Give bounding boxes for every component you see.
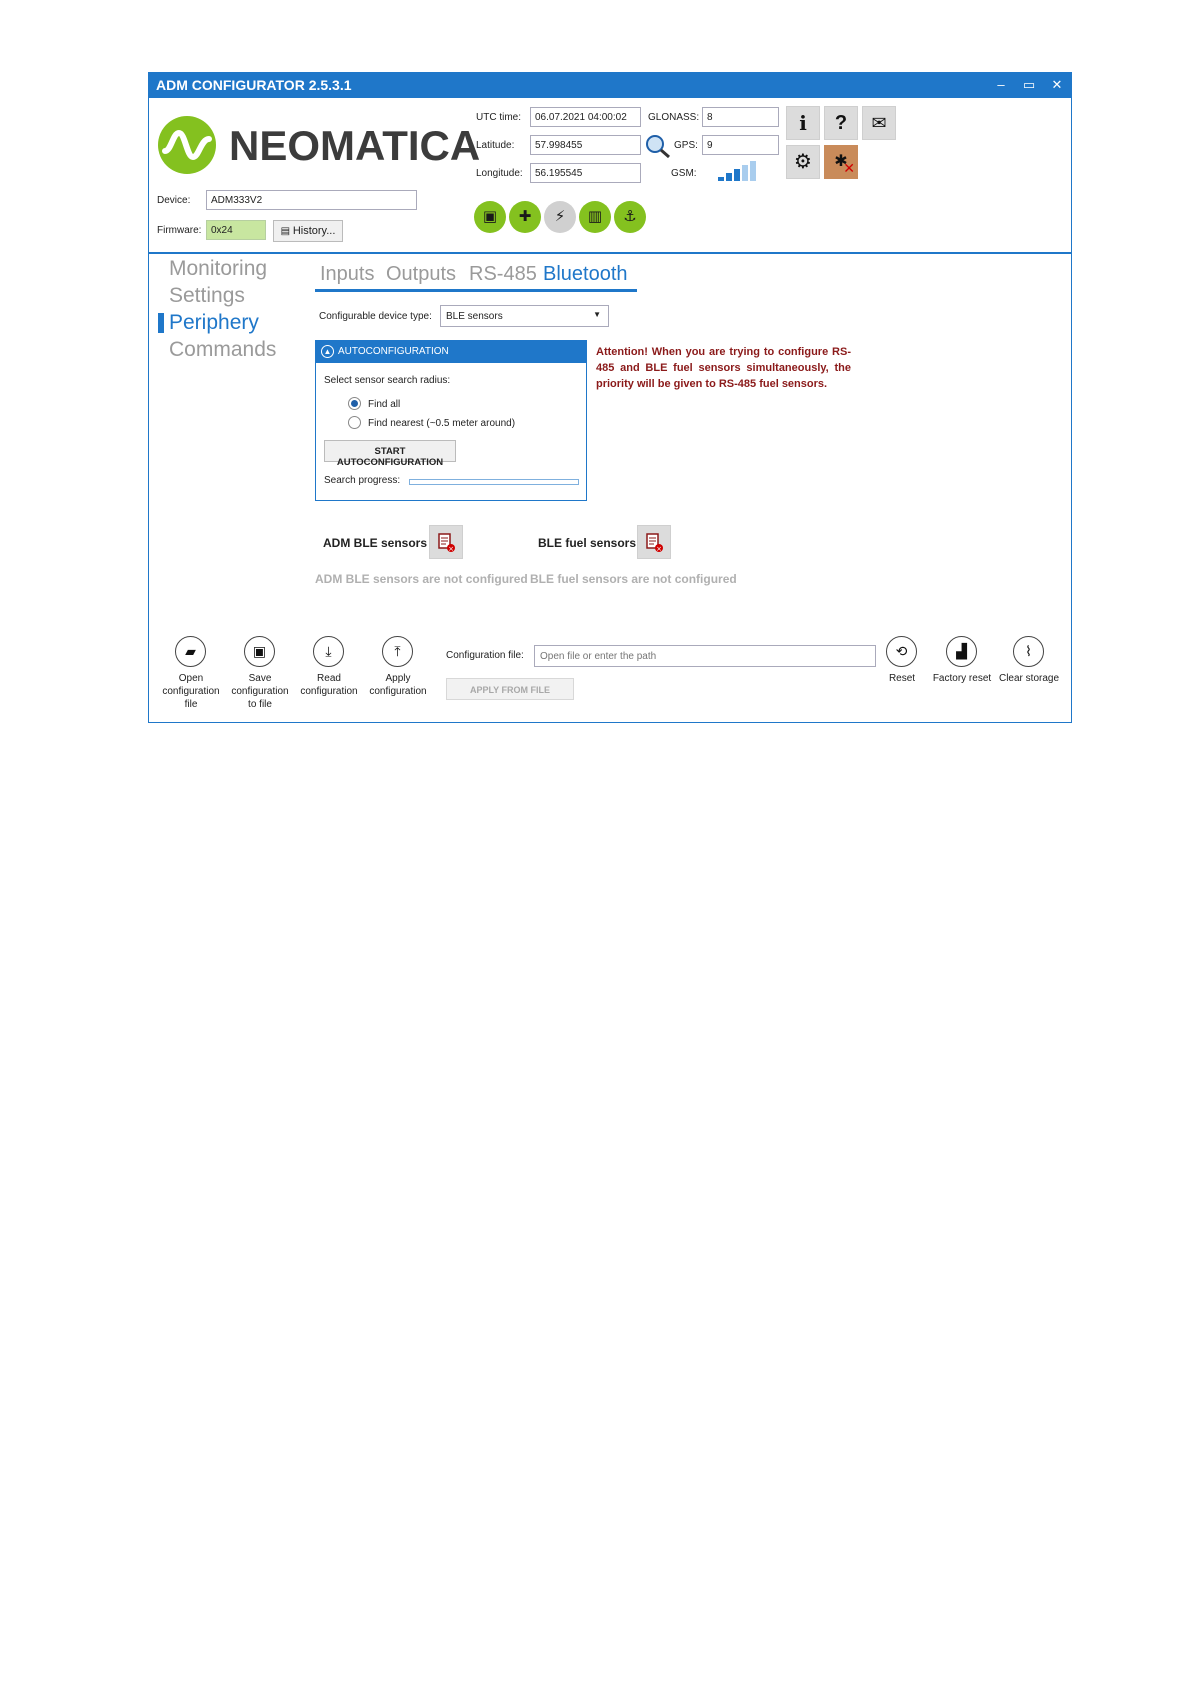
download-icon[interactable]: ⤓ [313,636,344,667]
maximize-button[interactable]: ▭ [1022,77,1036,92]
factory-icon[interactable]: ▟ [946,636,977,667]
gps-field: 9 [702,135,779,155]
device-type-label: Configurable device type: [319,311,432,322]
nav-item-monitoring[interactable]: Monitoring [169,257,268,280]
bluetooth-disconnected-icon[interactable] [824,145,858,179]
longitude-field: 56.195545 [530,163,641,183]
close-button[interactable]: ✕ [1051,77,1063,92]
delete-list-icon [430,526,462,558]
start-autoconfiguration-button[interactable]: START AUTOCONFIGURATION [324,440,456,462]
ble-fuel-sensors-title: BLE fuel sensors [538,536,637,550]
tab-outputs[interactable]: Outputs [386,263,457,285]
device-label: Device: [157,195,191,206]
logo-text: NEOMATICA [229,122,481,169]
app-title: ADM CONFIGURATOR 2.5.3.1 [156,77,352,93]
power-icon[interactable]: ⚡ [544,201,576,233]
glonass-label: GLONASS: [648,112,700,123]
gsm-bar [750,161,756,181]
adm-ble-status: ADM BLE sensors are not configured [315,572,528,586]
svg-text:×: × [448,545,454,553]
nav-item-periphery[interactable]: Periphery [169,311,259,334]
save-configuration-caption: Save configuration to file [231,673,289,710]
clear-storage-caption: Clear storage [998,673,1060,684]
plug-icon[interactable]: ✚ [509,201,541,233]
autoconfiguration-title: AUTOCONFIGURATION [338,346,449,357]
ble-fuel-status: BLE fuel sensors are not configured [530,572,737,586]
help-icon[interactable]: ? [824,106,858,140]
gsm-signal-icon [718,159,762,181]
bluetooth-icon: ✱ [834,153,848,170]
adm-ble-sensors-title: ADM BLE sensors [323,536,428,550]
autoconfiguration-header[interactable] [316,341,586,363]
gsm-bar [726,173,732,181]
read-configuration-caption: Read configuration [300,673,358,697]
longitude-label: Longitude: [476,168,523,179]
gsm-bar [718,177,724,181]
firmware-label: Firmware: [157,225,202,236]
upload-icon[interactable]: ⤒ [382,636,413,667]
gsm-bar [742,165,748,181]
tab-inputs[interactable]: Inputs [320,263,375,285]
autoconfiguration-panel [315,340,587,501]
history-button[interactable] [273,220,343,242]
device-field[interactable]: ADM333V2 [206,190,417,210]
firmware-field: 0x24 [206,220,266,240]
mail-icon[interactable]: ✉ [862,106,896,140]
gsm-bar [734,169,740,181]
reset-icon[interactable]: ⟲ [886,636,917,667]
apply-from-file-button[interactable]: APPLY FROM FILE [446,678,574,700]
svg-text:×: × [656,545,662,553]
chevron-down-icon: ▼ [593,310,601,319]
monitor-icon[interactable]: ▣ [474,201,506,233]
ble-fuel-delete-button[interactable] [637,525,671,559]
tab-underline [315,289,637,292]
search-radius-label: Select sensor search radius: [324,375,451,386]
anchor-icon[interactable]: ⚓ [614,201,646,233]
find-nearest-label: Find nearest (~0.5 meter around) [368,418,516,429]
gsm-label: GSM: [671,168,697,179]
broom-icon[interactable]: ⌇ [1013,636,1044,667]
apply-configuration-caption: Apply configuration [369,673,427,697]
device-type-value: BLE sensors [446,311,503,322]
latitude-field: 57.998455 [530,135,641,155]
gear-icon[interactable]: ⚙ [786,145,820,179]
radio-find-all[interactable] [348,397,361,410]
delete-list-icon [638,526,670,558]
map-icon[interactable]: ▥ [579,201,611,233]
attention-message: Attention! When you are trying to configure RS-485 and BLE fuel sensors simultaneously, the priority will be given to RS-485 fuel sensors. [596,346,851,390]
latitude-label: Latitude: [476,140,515,151]
info-icon[interactable]: i [786,106,820,140]
utc-field: 06.07.2021 04:00:02 [530,107,641,127]
search-progress-bar [409,479,579,485]
tab-bluetooth[interactable]: Bluetooth [543,263,628,285]
map-search-icon[interactable] [645,134,671,158]
adm-ble-delete-button[interactable] [429,525,463,559]
title-bar [149,73,1071,98]
chevron-up-icon: ▲ [321,345,334,358]
save-icon[interactable]: ▣ [244,636,275,667]
app-window [148,72,1072,723]
factory-reset-caption: Factory reset [932,673,992,684]
tab-rs485[interactable]: RS-485 [469,263,537,285]
logo-mark-icon [157,115,217,175]
find-all-label: Find all [368,399,401,410]
nav-item-commands[interactable]: Commands [169,338,277,361]
open-folder-icon[interactable]: ▰ [175,636,206,667]
device-type-select[interactable] [440,305,609,327]
nav-item-settings[interactable]: Settings [169,284,245,307]
header [149,98,1071,254]
history-icon: ▤ [280,226,293,237]
config-file-label: Configuration file: [446,650,524,661]
history-label: History... [292,225,336,237]
logo [157,112,481,177]
open-configuration-caption: Open configuration file [162,673,220,710]
radio-find-nearest[interactable] [348,416,361,429]
reset-caption: Reset [888,673,916,684]
disconnected-x-icon: ✕ [843,160,855,176]
utc-label: UTC time: [476,112,521,123]
config-file-input[interactable] [534,645,876,667]
gps-label: GPS: [674,140,698,151]
nav-active-marker [158,313,164,333]
search-progress-label: Search progress: [324,475,401,486]
minimize-button[interactable]: – [997,77,1005,92]
glonass-field: 8 [702,107,779,127]
